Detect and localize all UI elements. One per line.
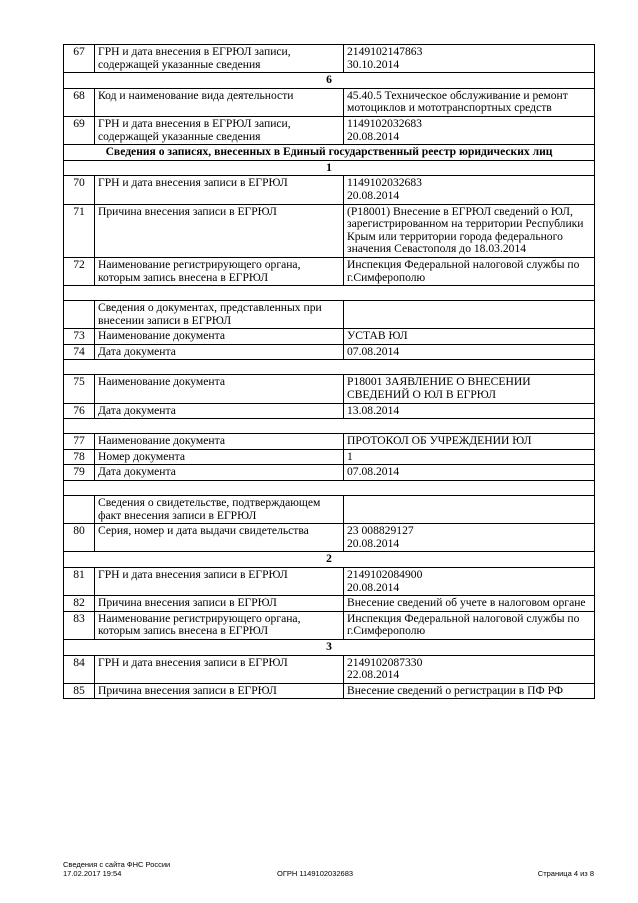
row-number: 77 xyxy=(64,434,95,450)
footer-ogrn: ОГРН 1149102032683 xyxy=(277,869,354,878)
row-value: 13.08.2014 xyxy=(344,403,595,419)
row-value: Внесение сведений о регистрации в ПФ РФ xyxy=(344,683,595,699)
row-label: Дата документа xyxy=(95,344,344,360)
row-value: 1 xyxy=(344,449,595,465)
row-value xyxy=(344,496,595,524)
subsection-number: 1 xyxy=(64,160,595,176)
subsection-row xyxy=(64,160,595,176)
row-number xyxy=(64,496,95,524)
row-label: Наименование документа xyxy=(95,329,344,345)
subsection-number: 3 xyxy=(64,639,595,655)
blank-row xyxy=(64,286,595,301)
row-number: 70 xyxy=(64,176,95,204)
table-row xyxy=(64,88,595,116)
table-row xyxy=(64,403,595,419)
table-row xyxy=(64,611,595,639)
table-row xyxy=(64,375,595,403)
table-row xyxy=(64,257,595,285)
row-label: Наименование документа xyxy=(95,375,344,403)
table-row xyxy=(64,683,595,699)
row-label: ГРН и дата внесения в ЕГРЮЛ записи, содержащей указанные сведения xyxy=(95,116,344,144)
blank-cell xyxy=(64,360,595,375)
row-label: ГРН и дата внесения записи в ЕГРЮЛ xyxy=(95,176,344,204)
row-number: 80 xyxy=(64,524,95,552)
row-value: (Р18001) Внесение в ЕГРЮЛ сведений о ЮЛ, зарегистрированном на территории Республики Крым или территории города федерального значения Севастополя до 18.03.2014 xyxy=(344,204,595,257)
row-number: 72 xyxy=(64,257,95,285)
row-value: 2149102084900 20.08.2014 xyxy=(344,568,595,596)
row-value: 1149102032683 20.08.2014 xyxy=(344,116,595,144)
row-value: Внесение сведений об учете в налоговом органе xyxy=(344,596,595,612)
row-value: УСТАВ ЮЛ xyxy=(344,329,595,345)
table-row xyxy=(64,465,595,481)
table-row xyxy=(64,449,595,465)
subsection-number: 2 xyxy=(64,552,595,568)
row-label: Серия, номер и дата выдачи свидетельства xyxy=(95,524,344,552)
row-number: 84 xyxy=(64,655,95,683)
subsection-row xyxy=(64,73,595,89)
table-row xyxy=(64,116,595,144)
row-label: ГРН и дата внесения в ЕГРЮЛ записи, содержащей указанные сведения xyxy=(95,45,344,73)
table-row xyxy=(64,524,595,552)
table-row xyxy=(64,596,595,612)
table-row xyxy=(64,344,595,360)
footer-datetime: 17.02.2017 19:54 xyxy=(63,869,122,878)
table-row xyxy=(64,176,595,204)
row-label: Причина внесения записи в ЕГРЮЛ xyxy=(95,683,344,699)
row-value xyxy=(344,301,595,329)
section-heading-row xyxy=(64,145,595,161)
blank-cell xyxy=(64,286,595,301)
blank-row xyxy=(64,419,595,434)
row-label: Код и наименование вида деятельности xyxy=(95,88,344,116)
blank-row xyxy=(64,481,595,496)
row-number: 73 xyxy=(64,329,95,345)
footer-left xyxy=(63,860,170,878)
row-label: Дата документа xyxy=(95,403,344,419)
table-row xyxy=(64,45,595,73)
row-number: 68 xyxy=(64,88,95,116)
table-row xyxy=(64,434,595,450)
row-label: Сведения о документах, представленных при внесении записи в ЕГРЮЛ xyxy=(95,301,344,329)
row-number: 79 xyxy=(64,465,95,481)
blank-cell xyxy=(64,419,595,434)
row-number: 71 xyxy=(64,204,95,257)
row-label: ГРН и дата внесения записи в ЕГРЮЛ xyxy=(95,655,344,683)
row-value: 07.08.2014 xyxy=(344,344,595,360)
subsection-number: 6 xyxy=(64,73,595,89)
row-number: 75 xyxy=(64,375,95,403)
section-heading: Сведения о записях, внесенных в Единый государственный реестр юридических лиц xyxy=(64,145,595,161)
table-row xyxy=(64,204,595,257)
blank-cell xyxy=(64,481,595,496)
row-number: 85 xyxy=(64,683,95,699)
subsection-row xyxy=(64,552,595,568)
egrul-records-table xyxy=(63,44,595,699)
blank-row xyxy=(64,360,595,375)
row-label: Причина внесения записи в ЕГРЮЛ xyxy=(95,596,344,612)
row-label: Наименование регистрирующего органа, которым запись внесена в ЕГРЮЛ xyxy=(95,257,344,285)
row-value: 2149102087330 22.08.2014 xyxy=(344,655,595,683)
row-value: 07.08.2014 xyxy=(344,465,595,481)
row-number: 81 xyxy=(64,568,95,596)
row-value: 2149102147863 30.10.2014 xyxy=(344,45,595,73)
row-number: 78 xyxy=(64,449,95,465)
row-label: Наименование документа xyxy=(95,434,344,450)
row-label: ГРН и дата внесения записи в ЕГРЮЛ xyxy=(95,568,344,596)
table-row xyxy=(64,496,595,524)
row-number: 83 xyxy=(64,611,95,639)
table-row xyxy=(64,568,595,596)
row-number: 67 xyxy=(64,45,95,73)
footer-page-number: Страница 4 из 8 xyxy=(537,869,594,878)
row-value: 1149102032683 20.08.2014 xyxy=(344,176,595,204)
footer-source: Сведения с сайта ФНС России xyxy=(63,860,171,869)
row-value: ПРОТОКОЛ ОБ УЧРЕЖДЕНИИ ЮЛ xyxy=(344,434,595,450)
row-value: Инспекция Федеральной налоговой службы по г.Симферополю xyxy=(344,611,595,639)
row-value: 23 008829127 20.08.2014 xyxy=(344,524,595,552)
row-number: 74 xyxy=(64,344,95,360)
table-row xyxy=(64,655,595,683)
row-number: 69 xyxy=(64,116,95,144)
row-label: Номер документа xyxy=(95,449,344,465)
row-value: 45.40.5 Техническое обслуживание и ремонт мотоциклов и мототранспортных средств xyxy=(344,88,595,116)
row-number xyxy=(64,301,95,329)
row-label: Сведения о свидетельстве, подтверждающем факт внесения записи в ЕГРЮЛ xyxy=(95,496,344,524)
row-value: Инспекция Федеральной налоговой службы по г.Симферополю xyxy=(344,257,595,285)
row-number: 82 xyxy=(64,596,95,612)
row-value: Р18001 ЗАЯВЛЕНИЕ О ВНЕСЕНИИ СВЕДЕНИЙ О ЮЛ В ЕГРЮЛ xyxy=(344,375,595,403)
table-row xyxy=(64,301,595,329)
row-label: Дата документа xyxy=(95,465,344,481)
table-body xyxy=(64,45,595,699)
subsection-row xyxy=(64,639,595,655)
row-label: Причина внесения записи в ЕГРЮЛ xyxy=(95,204,344,257)
row-label: Наименование регистрирующего органа, которым запись внесена в ЕГРЮЛ xyxy=(95,611,344,639)
row-number: 76 xyxy=(64,403,95,419)
table-row xyxy=(64,329,595,345)
